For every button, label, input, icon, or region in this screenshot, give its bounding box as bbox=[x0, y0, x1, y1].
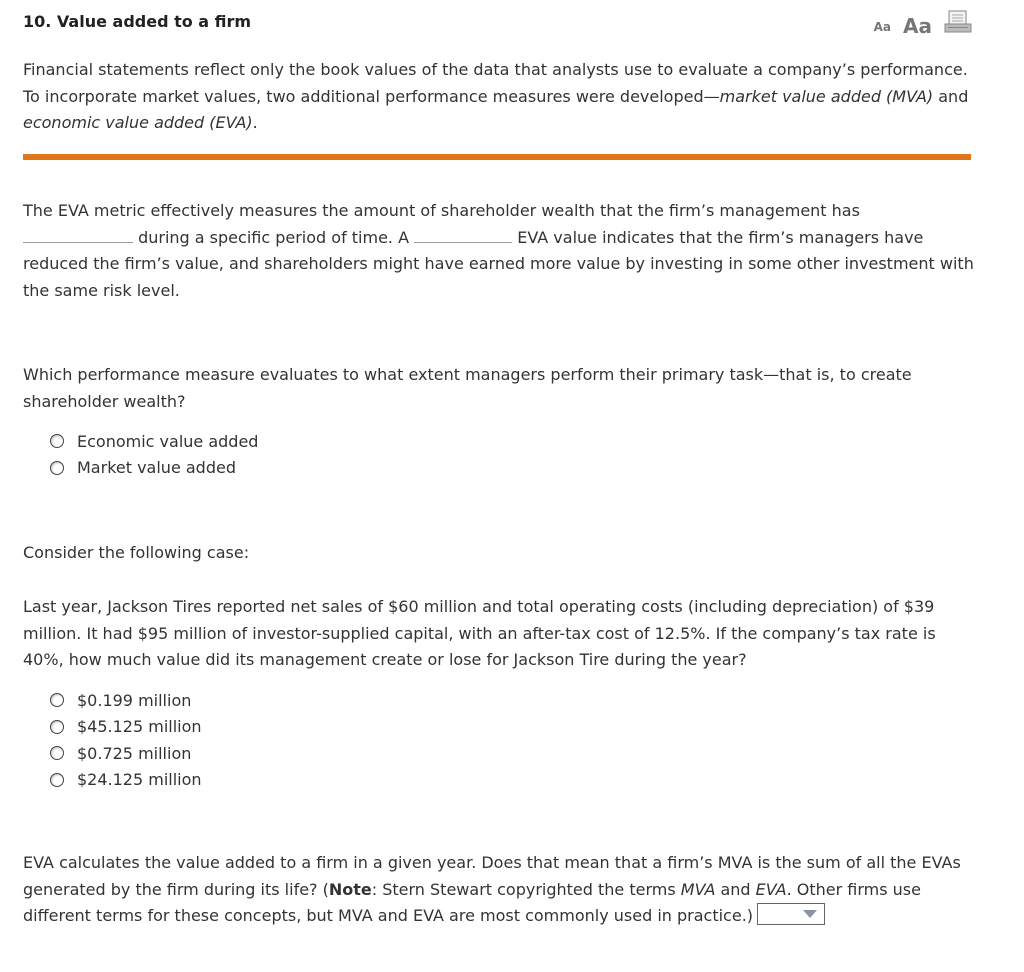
decrease-text-size-button[interactable]: Aa bbox=[873, 20, 892, 34]
radio-button[interactable] bbox=[50, 746, 64, 760]
eva-fill-in-paragraph: The EVA metric effectively measures the amount of shareholder wealth that the firm’s management has during a specific period of time. A EVA value indicates that the firm’s managers have reduced the firm’s value, and shareholders might have earned more value by investing in some other investment with the same risk level. bbox=[23, 201, 974, 300]
section-divider bbox=[23, 154, 971, 160]
blank-2-input[interactable] bbox=[414, 226, 512, 243]
mva-term: market value added (MVA) bbox=[719, 86, 934, 106]
option-0725-million[interactable]: $0.725 million bbox=[50, 740, 202, 767]
intro-text: Financial statements reflect only the book values of the data that analysts use to evaluate a company’s performance. To incorporate market values, two additional performance measures were developed— bbox=[23, 60, 968, 106]
question-3-text: EVA calculates the value added to a firm in a given year. Does that mean that a firm’s MVA is the sum of all the EVAs generated by the firm during its life? (Note: Stern Stewart copyrighted the terms MVA and EVA. Other firms use different terms for these concepts, but MVA and EVA are most commonly used in practice.) bbox=[23, 853, 961, 925]
blank-1-input[interactable] bbox=[23, 226, 133, 243]
intro-paragraph: Financial statements reflect only the book values of the data that analysts use to evaluate a company’s performance. To incorporate market values, two additional performance measures were developed—market value added (MVA) and economic value added (EVA). bbox=[23, 60, 969, 132]
option-market-value-added[interactable]: Market value added bbox=[50, 455, 258, 482]
option-0199-million[interactable]: $0.199 million bbox=[50, 687, 202, 714]
question-header bbox=[23, 10, 1024, 38]
radio-button[interactable] bbox=[50, 461, 64, 475]
option-24125-million[interactable]: $24.125 million bbox=[50, 767, 202, 794]
mva-sum-dropdown[interactable] bbox=[757, 903, 825, 925]
text-tools bbox=[874, 10, 972, 38]
increase-text-size-button[interactable]: Aa bbox=[903, 14, 932, 38]
chevron-down-icon bbox=[803, 910, 817, 918]
question-title: 10. Value added to a firm bbox=[23, 12, 252, 31]
option-45125-million[interactable]: $45.125 million bbox=[50, 714, 202, 741]
radio-button[interactable] bbox=[50, 773, 64, 787]
radio-button[interactable] bbox=[50, 720, 64, 734]
question-2-text: Last year, Jackson Tires reported net sales of $60 million and total operating costs (including depreciation) of $39 million. It had $95 million of investor-supplied capital, with an after-tax cost of 12.5%. If the company’s tax rate is 40%, how much value did its management create or lose for Jackson Tire during the year? bbox=[23, 597, 936, 669]
question-2-options bbox=[50, 687, 202, 793]
option-economic-value-added[interactable]: Economic value added bbox=[50, 428, 258, 455]
question-1-text: Which performance measure evaluates to what extent managers perform their primary task—that is, to create shareholder wealth? bbox=[23, 365, 912, 411]
case-intro: Consider the following case: bbox=[23, 543, 250, 562]
eva-term: economic value added (EVA) bbox=[23, 113, 253, 132]
note-label: Note bbox=[328, 879, 372, 899]
radio-button[interactable] bbox=[50, 434, 64, 448]
radio-button[interactable] bbox=[50, 693, 64, 707]
print-icon[interactable] bbox=[944, 10, 972, 38]
question-1-options bbox=[50, 428, 258, 481]
